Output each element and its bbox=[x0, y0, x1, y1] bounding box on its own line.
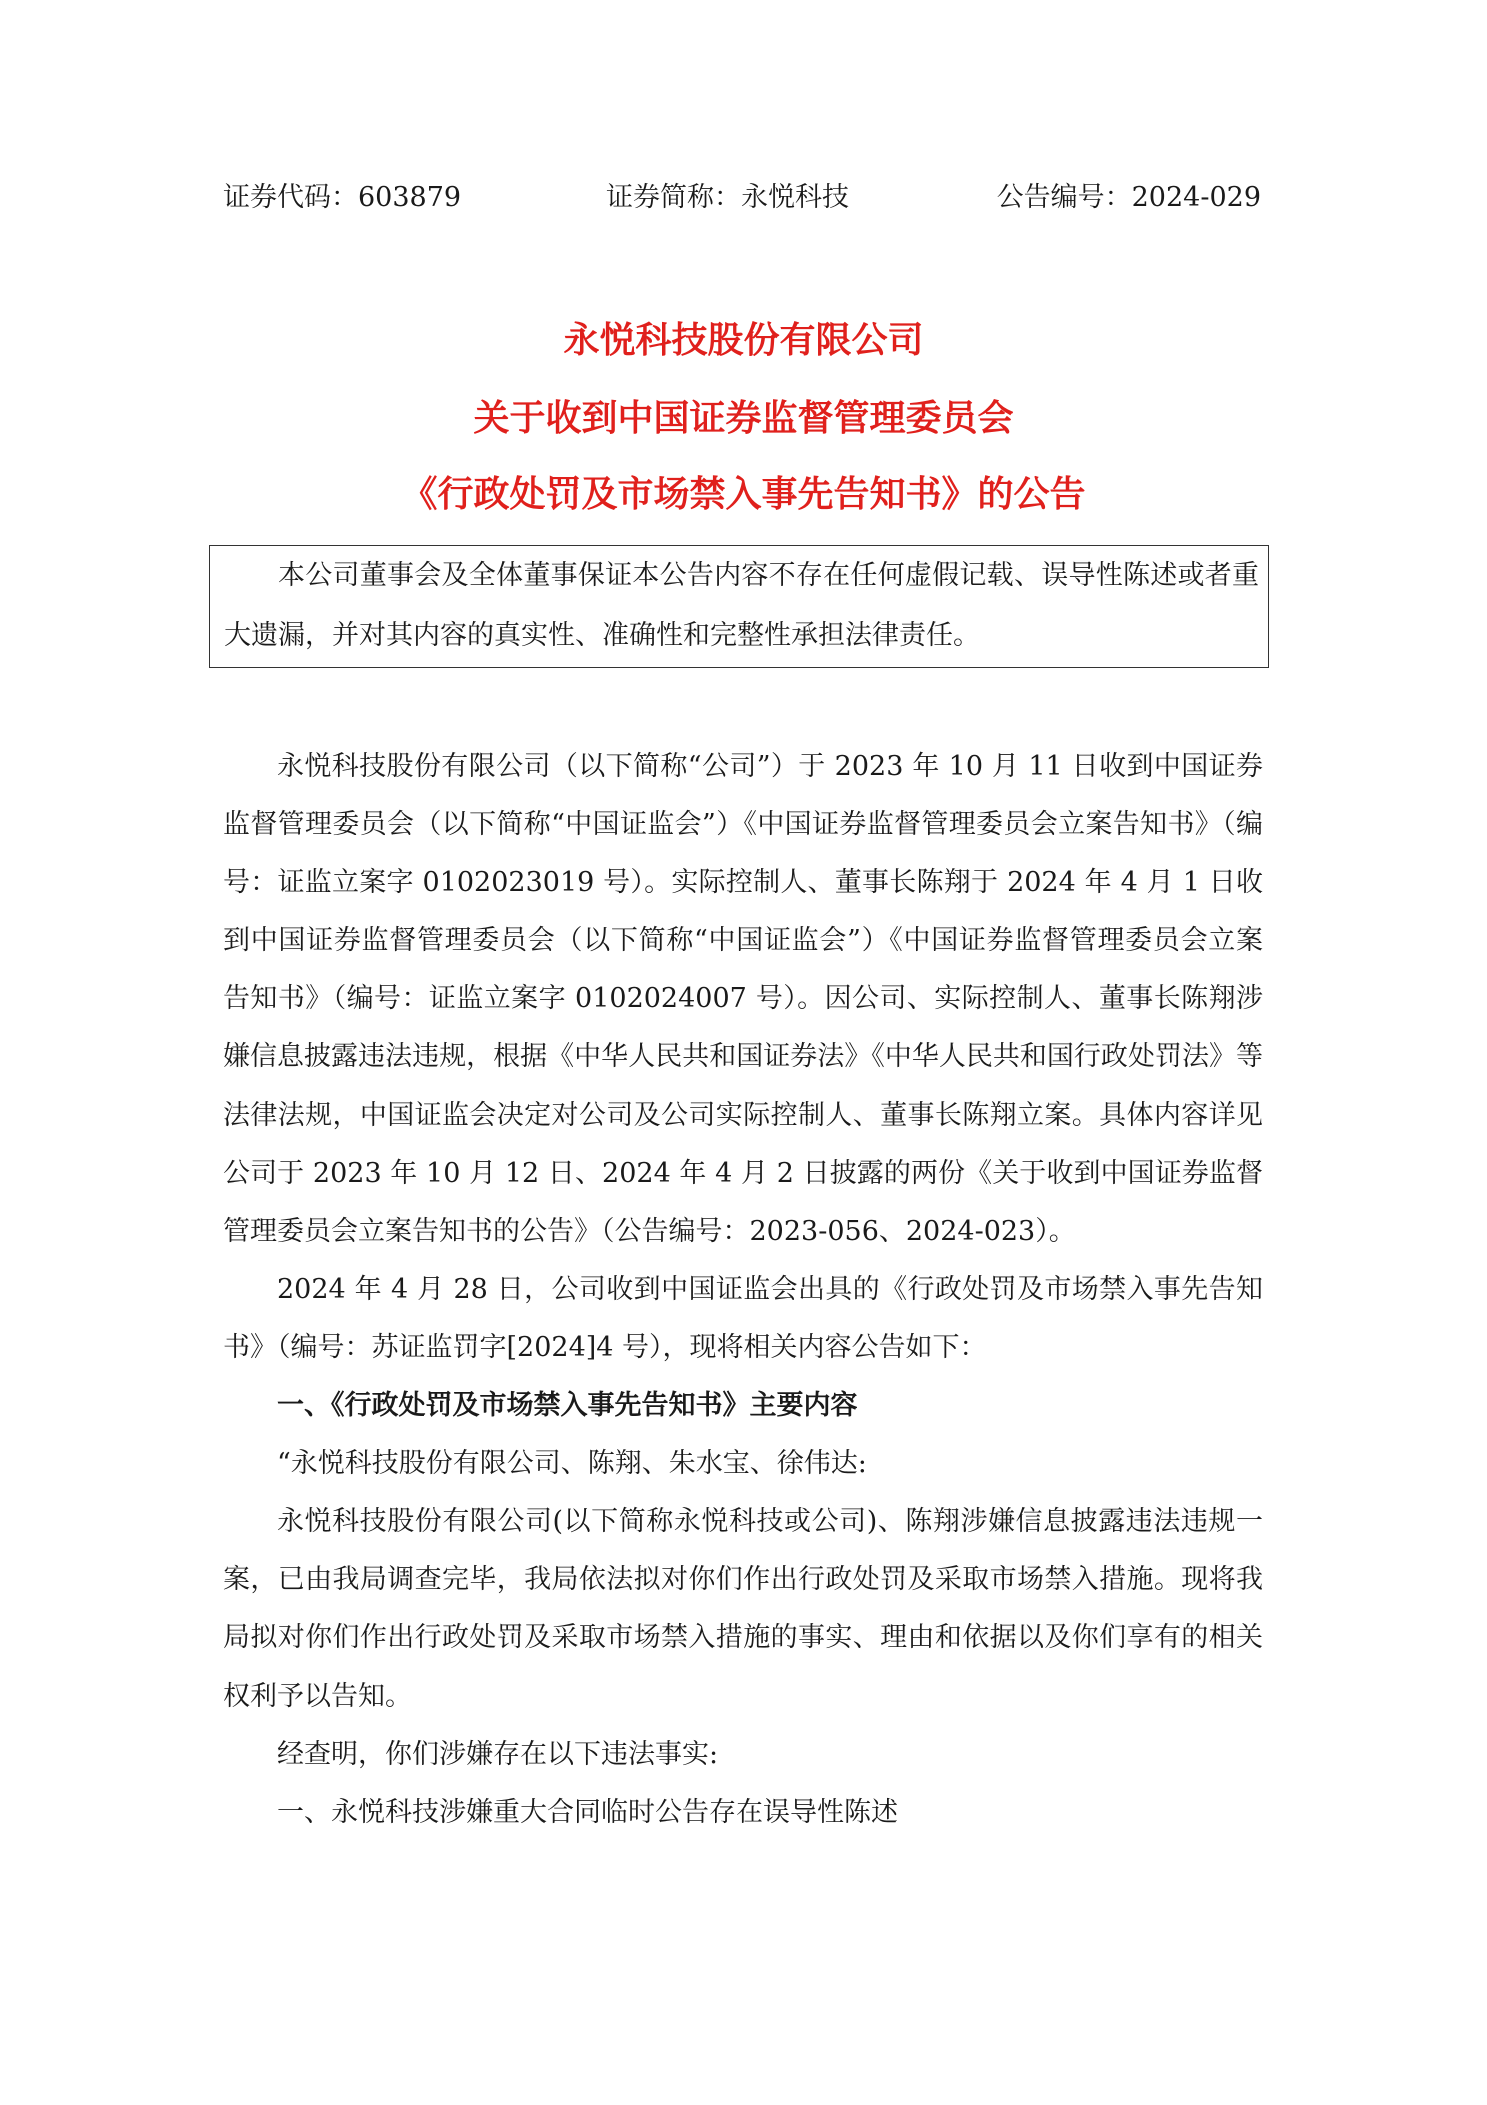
title-document: 《行政处罚及市场禁入事先告知书》的公告 bbox=[401, 474, 1086, 515]
stock-code: 证券代码：603879 bbox=[223, 182, 462, 213]
title-company: 永悦科技股份有限公司 bbox=[563, 320, 924, 361]
board-guarantee-text: 本公司董事会及全体董事保证本公告内容不存在任何虚假记载、误导性陈述或者重大遗漏，并对其内容的真实性、准确性和完整性承担法律责任。 bbox=[224, 560, 1259, 651]
paragraph-case-filing: 永悦科技股份有限公司（以下简称“公司”）于 2023 年 10 月 11 日收到中国证券监督管理委员会（以下简称“中国证监会”）《中国证券监督管理委员会立案告知书》（编号：证监立案字 0102023019 号）。实际控制人、董事长陈翔于 2024 年 4 月 1 日收到中国证券监督管理委员会（以下简称“中国证监会”）《中国证券监督管理委员会立案告知书》（编号：证监立案字 0102024007 号）。因公司、实际控制人、董事长陈翔涉嫌信息披露违法违规，根据《中华人民共和国证券法》《中华人民共和国行政处罚法》等法律法规，中国证监会决定对公司及公司实际控制人、董事长陈翔立案。具体内容详见公司于 2023 年 10 月 12 日、2024 年 4 月 2 日披露的两份《关于收到中国证券监督管理委员会立案告知书的公告》（公告编号：2023-056、2024-023）。 bbox=[223, 751, 1263, 1247]
paragraph-finding-one: 一、永悦科技涉嫌重大合同临时公告存在误导性陈述 bbox=[277, 1796, 898, 1828]
board-guarantee-box bbox=[209, 545, 1269, 668]
announcement-header bbox=[223, 178, 1261, 218]
title-subject: 关于收到中国证券监督管理委员会 bbox=[473, 398, 1014, 439]
announcement-number: 公告编号：2024-029 bbox=[996, 182, 1261, 213]
paragraph-findings-intro: 经查明，你们涉嫌存在以下违法事实: bbox=[277, 1738, 719, 1770]
paragraph-addressees: “永悦科技股份有限公司、陈翔、朱水宝、徐伟达: bbox=[277, 1448, 867, 1480]
announcement-body bbox=[223, 738, 1263, 1842]
paragraph-investigation: 永悦科技股份有限公司(以下简称永悦科技或公司)、陈翔涉嫌信息披露违法违规一案，已由我局调查完毕，我局依法拟对你们作出行政处罚及采取市场禁入措施。现将我局拟对你们作出行政处罚及采取市场禁入措施的事实、理由和依据以及你们享有的相关权利予以告知。 bbox=[223, 1506, 1263, 1712]
section-heading-main-content: 一、《行政处罚及市场禁入事先告知书》主要内容 bbox=[277, 1390, 858, 1422]
paragraph-notice-received: 2024 年 4 月 28 日，公司收到中国证监会出具的《行政处罚及市场禁入事先告知书》（编号：苏证监罚字[2024]4 号），现将相关内容公告如下： bbox=[223, 1273, 1263, 1363]
stock-abbreviation: 证券简称：永悦科技 bbox=[606, 182, 849, 213]
